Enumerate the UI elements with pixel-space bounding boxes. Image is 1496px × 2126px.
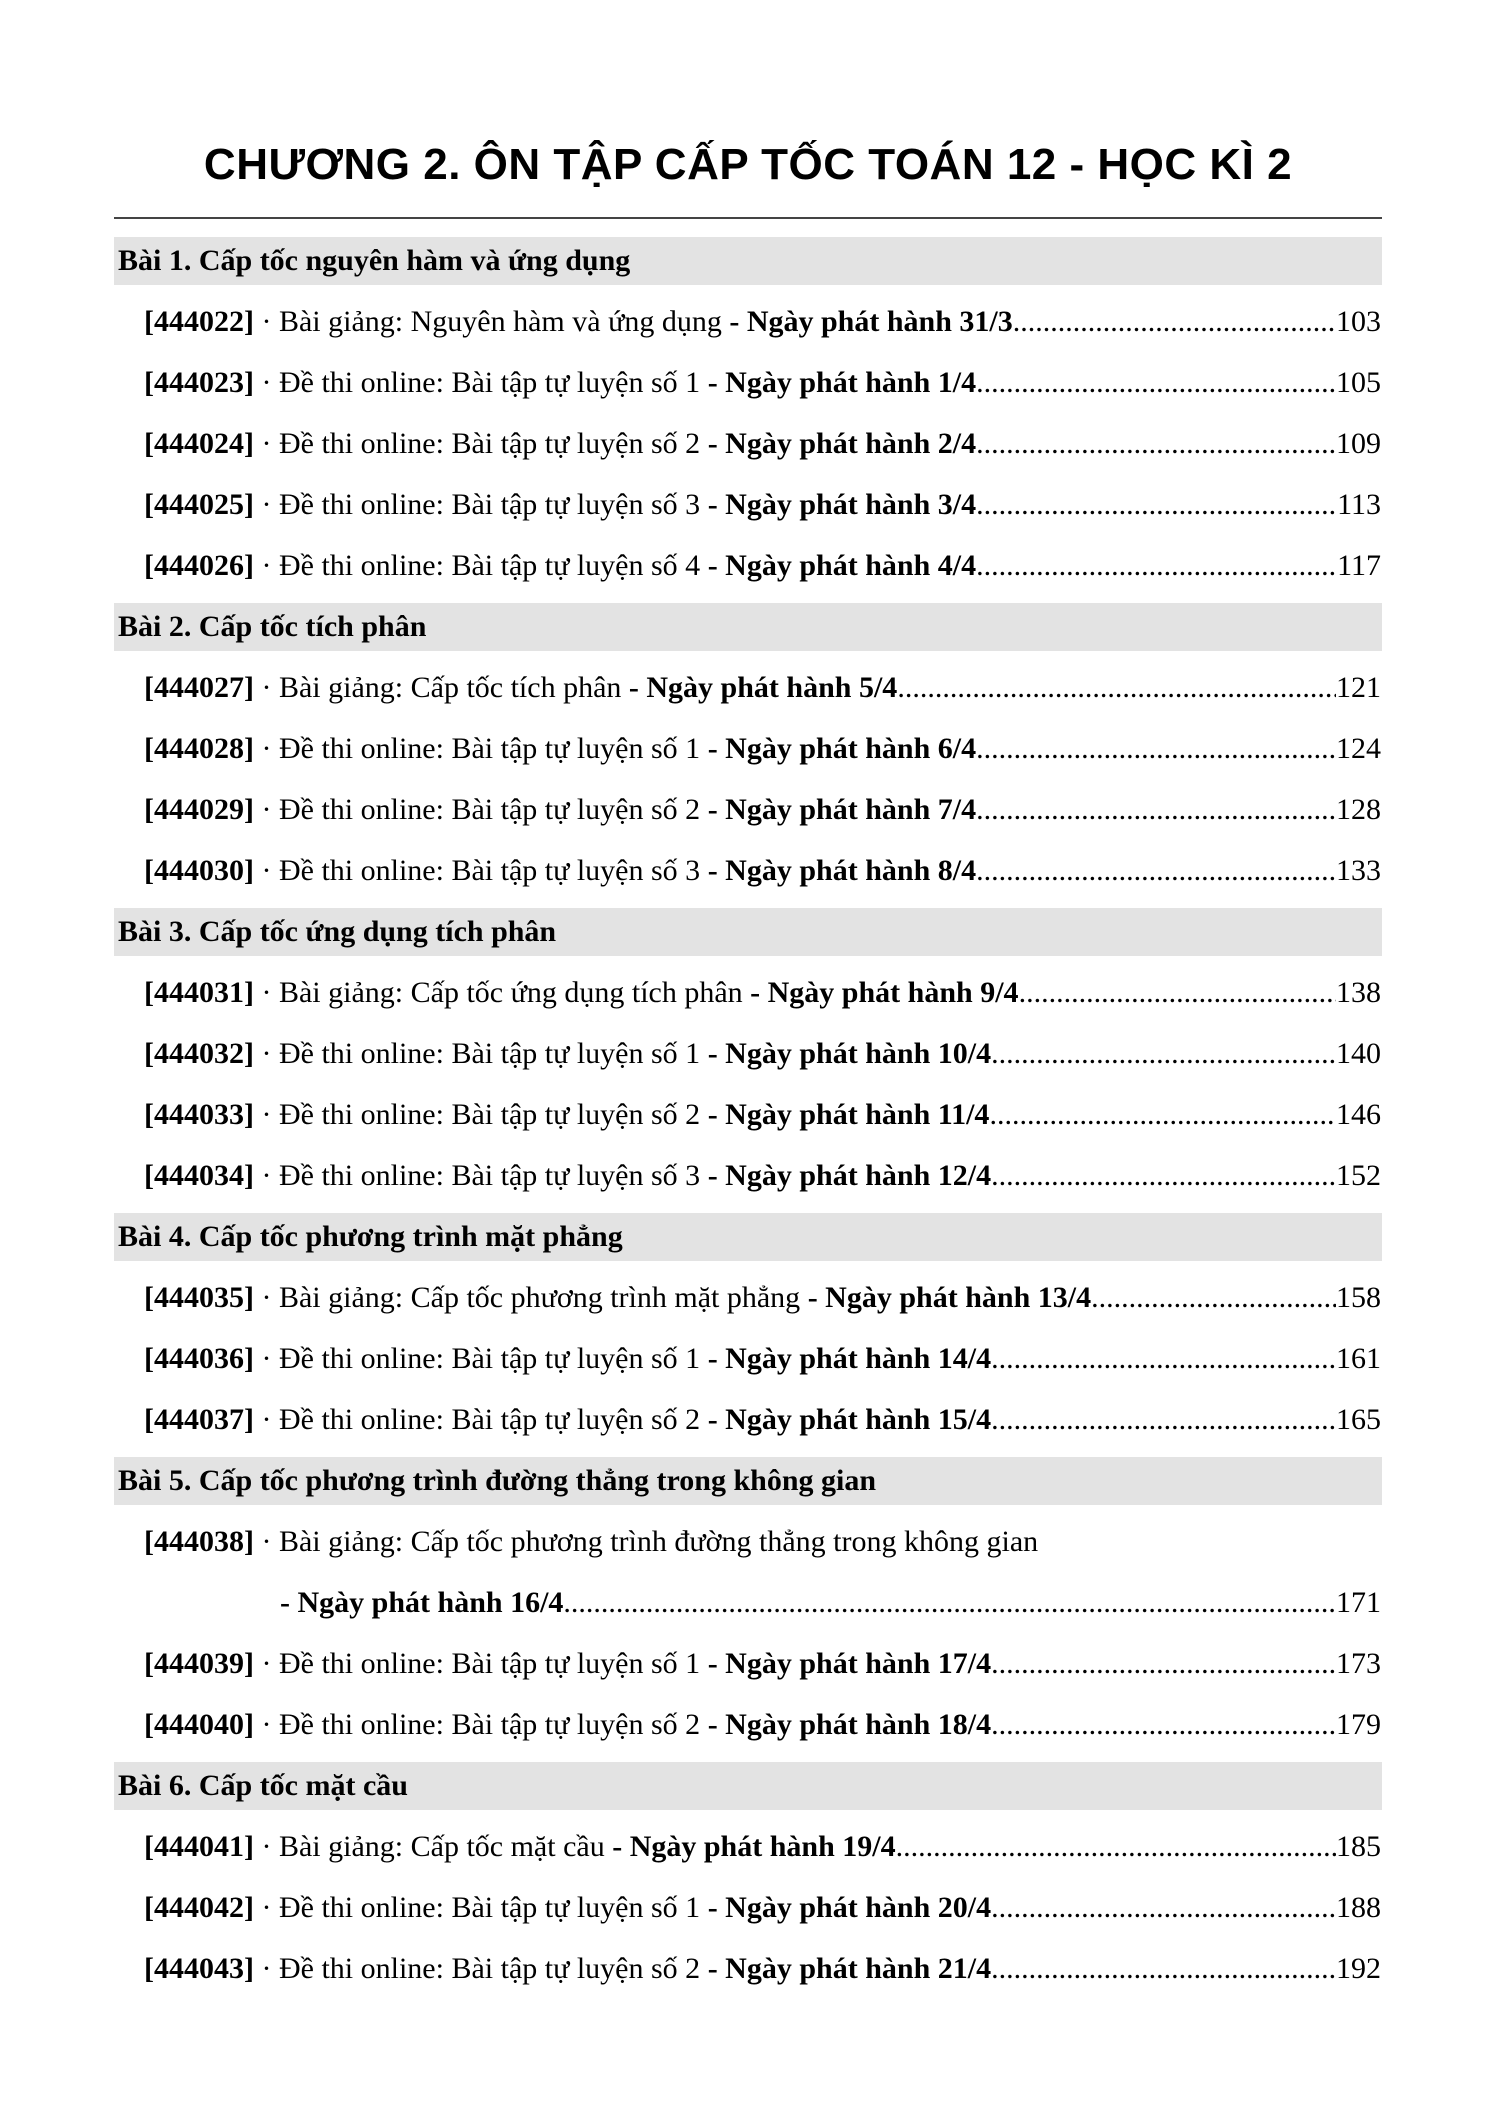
- section-heading: Bài 1. Cấp tốc nguyên hàm và ứng dụng: [114, 237, 1382, 285]
- leader-dots: [563, 1579, 1336, 1627]
- leader-dots: [989, 1091, 1336, 1139]
- entry-code: [444043]: [144, 1952, 254, 1985]
- entry-code: [444038]: [144, 1525, 254, 1558]
- entry-date: - Ngày phát hành 6/4: [707, 732, 977, 765]
- toc-entry[interactable]: [114, 1518, 1382, 1579]
- entry-text: · Bài giảng: Cấp tốc tích phân: [253, 671, 629, 704]
- entry-code: [444027]: [144, 671, 254, 704]
- leader-dots: [976, 725, 1336, 773]
- entry-text: · Đề thi online: Bài tập tự luyện số 3: [253, 488, 708, 521]
- toc-entry[interactable]: [114, 664, 1382, 725]
- leader-dots: [991, 1152, 1336, 1200]
- toc-entry[interactable]: [114, 481, 1382, 542]
- toc-entry[interactable]: [114, 1335, 1382, 1396]
- toc-entry[interactable]: [114, 786, 1382, 847]
- leader-dots: [976, 481, 1337, 529]
- entry-code: [444035]: [144, 1281, 254, 1314]
- entry-code: [444041]: [144, 1830, 254, 1863]
- entry-code: [444034]: [144, 1159, 254, 1192]
- entry-date: - Ngày phát hành 21/4: [707, 1952, 992, 1985]
- toc-entry[interactable]: [114, 1396, 1382, 1457]
- toc-entry[interactable]: [114, 542, 1382, 603]
- entry-date: - Ngày phát hành 10/4: [707, 1037, 992, 1070]
- leader-dots: [976, 847, 1336, 895]
- toc-entry[interactable]: [114, 1945, 1382, 2006]
- entry-page-number: 179: [1336, 1708, 1381, 1741]
- entry-page-number: 158: [1336, 1281, 1381, 1314]
- entry-page-number: 117: [1337, 549, 1381, 582]
- entry-date: - Ngày phát hành 9/4: [750, 976, 1019, 1009]
- leader-dots: [991, 1335, 1336, 1383]
- entry-text: · Đề thi online: Bài tập tự luyện số 3: [253, 854, 708, 887]
- entry-page-number: 124: [1336, 732, 1381, 765]
- section-heading: Bài 5. Cấp tốc phương trình đường thẳng trong không gian: [114, 1457, 1382, 1505]
- entry-text: · Bài giảng: Cấp tốc mặt cầu: [253, 1830, 613, 1863]
- leader-dots: [991, 1396, 1336, 1444]
- entry-date: - Ngày phát hành 17/4: [707, 1647, 992, 1680]
- entry-text: · Đề thi online: Bài tập tự luyện số 1: [253, 366, 708, 399]
- entry-code: [444029]: [144, 793, 254, 826]
- section-heading: Bài 2. Cấp tốc tích phân: [114, 603, 1382, 651]
- toc-entry[interactable]: [114, 725, 1382, 786]
- entry-date: - Ngày phát hành 3/4: [707, 488, 977, 521]
- entry-text: · Đề thi online: Bài tập tự luyện số 2: [253, 427, 708, 460]
- entry-date: - Ngày phát hành 7/4: [707, 793, 977, 826]
- entry-text: · Bài giảng: Cấp tốc ứng dụng tích phân: [253, 976, 751, 1009]
- leader-dots: [976, 786, 1336, 834]
- toc-entry[interactable]: [114, 420, 1382, 481]
- entry-text: · Bài giảng: Cấp tốc phương trình mặt phẳng: [253, 1281, 808, 1314]
- entry-text: · Đề thi online: Bài tập tự luyện số 2: [253, 793, 708, 826]
- table-of-contents: [114, 237, 1382, 2006]
- toc-entry[interactable]: [114, 1030, 1382, 1091]
- entry-text: · Bài giảng: Nguyên hàm và ứng dụng: [253, 305, 730, 338]
- leader-dots: [1019, 969, 1336, 1017]
- entry-code: [444031]: [144, 976, 254, 1009]
- leader-dots: [991, 1030, 1336, 1078]
- entry-text: · Đề thi online: Bài tập tự luyện số 1: [253, 1037, 708, 1070]
- entry-page-number: 109: [1336, 427, 1381, 460]
- leader-dots: [991, 1884, 1336, 1932]
- entry-code: [444037]: [144, 1403, 254, 1436]
- entry-date: - Ngày phát hành 18/4: [707, 1708, 992, 1741]
- toc-entry[interactable]: [114, 1640, 1382, 1701]
- title-divider: [114, 217, 1382, 219]
- entry-code: [444030]: [144, 854, 254, 887]
- toc-entry[interactable]: [114, 1701, 1382, 1762]
- entry-text: · Đề thi online: Bài tập tự luyện số 2: [253, 1098, 708, 1131]
- entry-code: [444024]: [144, 427, 254, 460]
- entry-page-number: 113: [1337, 488, 1381, 521]
- entry-code: [444039]: [144, 1647, 254, 1680]
- entry-text: · Đề thi online: Bài tập tự luyện số 1: [253, 1342, 708, 1375]
- toc-entry-continuation[interactable]: [114, 1579, 1382, 1640]
- toc-entry[interactable]: [114, 1152, 1382, 1213]
- section-heading: Bài 6. Cấp tốc mặt cầu: [114, 1762, 1382, 1810]
- entry-page-number: 185: [1336, 1830, 1381, 1863]
- entry-text: · Đề thi online: Bài tập tự luyện số 4: [253, 549, 708, 582]
- entry-page-number: 103: [1336, 305, 1381, 338]
- leader-dots: [991, 1640, 1336, 1688]
- entry-text: · Đề thi online: Bài tập tự luyện số 2: [253, 1708, 708, 1741]
- leader-dots: [991, 1701, 1336, 1749]
- toc-entry[interactable]: [114, 1091, 1382, 1152]
- entry-page-number: 121: [1336, 671, 1381, 704]
- entry-date: - Ngày phát hành 14/4: [707, 1342, 992, 1375]
- entry-page-number: 133: [1336, 854, 1381, 887]
- section-heading: Bài 4. Cấp tốc phương trình mặt phẳng: [114, 1213, 1382, 1261]
- entry-page-number: 146: [1336, 1098, 1381, 1131]
- entry-page-number: 165: [1336, 1403, 1381, 1436]
- toc-entry[interactable]: [114, 847, 1382, 908]
- entry-page-number: 152: [1336, 1159, 1381, 1192]
- entry-date: - Ngày phát hành 8/4: [707, 854, 977, 887]
- entry-date: - Ngày phát hành 13/4: [807, 1281, 1092, 1314]
- entry-date: - Ngày phát hành 15/4: [707, 1403, 992, 1436]
- entry-date: - Ngày phát hành 11/4: [707, 1098, 990, 1131]
- entry-page-number: 171: [1336, 1586, 1381, 1619]
- leader-dots: [1091, 1274, 1336, 1322]
- leader-dots: [976, 542, 1337, 590]
- entry-text: · Đề thi online: Bài tập tự luyện số 1: [253, 732, 708, 765]
- leader-dots: [897, 664, 1336, 712]
- entry-code: [444025]: [144, 488, 254, 521]
- entry-text: · Đề thi online: Bài tập tự luyện số 1: [253, 1647, 708, 1680]
- entry-date: - Ngày phát hành 12/4: [707, 1159, 992, 1192]
- toc-entry[interactable]: [114, 969, 1382, 1030]
- entry-page-number: 161: [1336, 1342, 1381, 1375]
- entry-code: [444040]: [144, 1708, 254, 1741]
- entry-date: - Ngày phát hành 16/4: [280, 1586, 564, 1619]
- leader-dots: [976, 420, 1336, 468]
- toc-entry[interactable]: [114, 1274, 1382, 1335]
- entry-page-number: 192: [1336, 1952, 1381, 1985]
- entry-code: [444026]: [144, 549, 254, 582]
- entry-code: [444032]: [144, 1037, 254, 1070]
- leader-dots: [991, 1945, 1336, 1993]
- leader-dots: [896, 1823, 1336, 1871]
- section-heading: Bài 3. Cấp tốc ứng dụng tích phân: [114, 908, 1382, 956]
- entry-text: · Bài giảng: Cấp tốc phương trình đường thẳng trong không gian: [253, 1525, 1039, 1558]
- entry-date: - Ngày phát hành 31/3: [729, 305, 1013, 338]
- leader-dots: [1013, 298, 1336, 346]
- entry-code: [444023]: [144, 366, 254, 399]
- entry-page-number: 188: [1336, 1891, 1381, 1924]
- chapter-title: CHƯƠNG 2. ÔN TẬP CẤP TỐC TOÁN 12 - HỌC KÌ 2: [203, 140, 1293, 189]
- toc-entry[interactable]: [114, 298, 1382, 359]
- entry-date: - Ngày phát hành 5/4: [628, 671, 898, 704]
- entry-date: - Ngày phát hành 20/4: [707, 1891, 992, 1924]
- toc-entry[interactable]: [114, 359, 1382, 420]
- leader-dots: [976, 359, 1336, 407]
- toc-entry[interactable]: [114, 1884, 1382, 1945]
- entry-date: - Ngày phát hành 4/4: [707, 549, 977, 582]
- entry-date: - Ngày phát hành 2/4: [707, 427, 977, 460]
- entry-text: · Đề thi online: Bài tập tự luyện số 2: [253, 1403, 708, 1436]
- entry-code: [444036]: [144, 1342, 254, 1375]
- entry-code: [444028]: [144, 732, 254, 765]
- entry-page-number: 138: [1336, 976, 1381, 1009]
- entry-page-number: 105: [1336, 366, 1381, 399]
- entry-text: · Đề thi online: Bài tập tự luyện số 2: [253, 1952, 708, 1985]
- entry-page-number: 140: [1336, 1037, 1381, 1070]
- entry-code: [444022]: [144, 305, 254, 338]
- entry-page-number: 173: [1336, 1647, 1381, 1680]
- entry-text: · Đề thi online: Bài tập tự luyện số 1: [253, 1891, 708, 1924]
- entry-date: - Ngày phát hành 1/4: [707, 366, 977, 399]
- entry-code: [444042]: [144, 1891, 254, 1924]
- entry-code: [444033]: [144, 1098, 254, 1131]
- entry-page-number: 128: [1336, 793, 1381, 826]
- entry-text: · Đề thi online: Bài tập tự luyện số 3: [253, 1159, 708, 1192]
- entry-date: - Ngày phát hành 19/4: [612, 1830, 896, 1863]
- toc-entry[interactable]: [114, 1823, 1382, 1884]
